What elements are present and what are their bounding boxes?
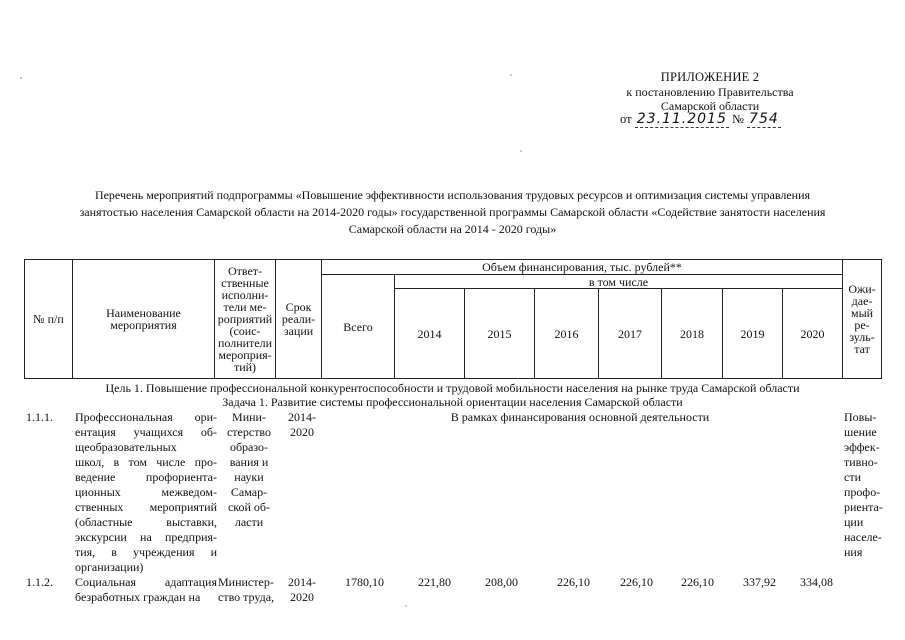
row-year-value: 337,92 <box>743 575 776 589</box>
header-year: 2020 <box>783 289 843 379</box>
row-year-value: 226,10 <box>620 575 653 589</box>
header-result-line: тат <box>854 342 870 356</box>
row-name <box>75 575 217 605</box>
row-resp-line: Мини- <box>232 410 266 424</box>
row-result-line: населе- <box>844 530 882 544</box>
row-result-line: профо- <box>844 485 881 499</box>
appendix-block <box>600 70 820 114</box>
row-term-line: 2014- <box>288 410 316 424</box>
row-name-line: организации) <box>75 560 144 574</box>
header-result-line: мый <box>850 306 874 320</box>
header-year: 2019 <box>723 289 783 379</box>
row-result-line: шение <box>844 425 877 439</box>
row-name-line: экскурсии на предприя- <box>75 530 217 544</box>
row-resp-line: образо- <box>229 440 269 454</box>
row-name <box>75 410 217 575</box>
row-year-value: 334,08 <box>800 575 833 589</box>
row-term-line: 2020 <box>290 425 314 439</box>
row-resp-line: Министер- <box>218 575 274 589</box>
row-term-line: 2014- <box>288 575 316 589</box>
scan-speck <box>520 150 522 152</box>
row-resp-line: ласти <box>234 515 264 529</box>
header-resp-line: исполни- <box>221 288 269 302</box>
row-name-line: ведение профориента- <box>75 470 217 484</box>
appendix-line-2: Самарской области <box>660 99 760 113</box>
header-year: 2014 <box>395 289 465 379</box>
row-result-line: ния <box>844 545 863 559</box>
header-term-line: Срок <box>285 300 312 314</box>
header-name-line-1: Наименование <box>106 306 181 320</box>
header-result-line: зуль- <box>849 330 875 344</box>
header-resp-line: Ответ- <box>227 264 263 278</box>
row-name-line: ственных мероприятий <box>75 500 217 514</box>
row-resp-line: стерство <box>226 425 272 439</box>
row-result-line: ции <box>844 515 864 529</box>
header-resp-line: (соис- <box>229 324 261 338</box>
header-responsible <box>215 260 276 379</box>
row-result-line: Повы- <box>844 410 877 424</box>
row-term <box>282 575 322 605</box>
number-label: № <box>731 112 744 126</box>
row-resp-line: Самар- <box>230 485 268 499</box>
row-resp-line: вания и <box>229 455 269 469</box>
row-result-line: риента- <box>844 500 883 514</box>
row-year-value: 226,10 <box>681 575 714 589</box>
row-result-line: эффек- <box>844 440 880 454</box>
header-resp-line: мероприя- <box>218 348 272 362</box>
title-line-3: Самарской области на 2014 - 2020 годы» <box>348 222 557 236</box>
header-result-line: дае- <box>851 294 873 308</box>
appendix-title: ПРИЛОЖЕНИЕ 2 <box>660 70 760 84</box>
row-resp-line: ской об- <box>227 500 271 514</box>
row-responsible <box>219 410 279 530</box>
header-resp-line: тели ме- <box>223 300 267 314</box>
header-including: в том числе <box>395 275 843 289</box>
row-number: 1.1.2. <box>26 575 53 589</box>
row-year-value: 226,10 <box>557 575 590 589</box>
row-term <box>282 410 322 440</box>
header-num: № п/п <box>25 260 73 379</box>
goal-line: Цель 1. Повышение профессиональной конкурентоспособности и трудовой мобильности населения на рынке труда Самарской области <box>105 381 800 395</box>
title-line-1: Перечень мероприятий подпрограммы «Повышение эффективности использования трудовых ресурсов и оптимизация системы управления <box>94 188 811 202</box>
scan-speck <box>20 77 22 79</box>
row-name-line: ционных межведом- <box>75 485 217 499</box>
appendix-signature <box>620 111 820 127</box>
header-resp-line: полнители <box>217 336 273 350</box>
header-resp-line: тий) <box>233 360 257 374</box>
task-line: Задача 1. Развитие системы профессиональной ориентации населения Самарской области <box>222 395 683 409</box>
row-resp-line: ство труда, <box>218 590 275 604</box>
header-term-line: зации <box>283 324 314 338</box>
header-term <box>276 260 322 379</box>
row-result-line: тивно- <box>844 455 878 469</box>
row-term-line: 2020 <box>290 590 314 604</box>
header-name-line-2: мероприятия <box>110 318 177 332</box>
row-name-line: безработных граждан на <box>75 590 201 604</box>
row-name-line: щеобразовательных <box>75 440 177 454</box>
header-result-line: ре- <box>854 318 870 332</box>
document-title <box>30 187 875 238</box>
row-name-line: Профессиональная ори- <box>75 410 217 424</box>
header-resp-line: роприятий <box>217 312 273 326</box>
row-result-line: сти <box>844 470 861 484</box>
header-name <box>73 260 215 379</box>
row-name-line: (областные выставки, <box>75 515 217 529</box>
scan-speck <box>405 605 407 607</box>
row-funding-note: В рамках финансирования основной деятельности <box>450 410 710 424</box>
header-year: 2016 <box>535 289 599 379</box>
number-value: 754 <box>749 111 779 127</box>
header-year: 2017 <box>599 289 662 379</box>
header-term-line: реали- <box>281 312 316 326</box>
header-resp-line: ственные <box>221 276 269 290</box>
header-year: 2015 <box>465 289 535 379</box>
row-responsible <box>218 575 282 605</box>
row-total-value: 1780,10 <box>345 575 384 589</box>
row-number: 1.1.1. <box>26 410 53 424</box>
header-result <box>843 260 882 379</box>
row-name-line: ентация учащихся об- <box>75 425 217 439</box>
header-total: Всего <box>322 275 395 379</box>
row-name-line: школ, в том числе про- <box>75 455 217 469</box>
from-label: от <box>620 112 632 126</box>
row-year-value: 208,00 <box>485 575 518 589</box>
funding-table-header <box>24 259 882 379</box>
row-name-line: Социальная адаптация <box>75 575 217 589</box>
row-name-line: тия, в учреждения и <box>75 545 217 559</box>
row-result <box>844 410 890 560</box>
date-value: 23.11.2015 <box>636 111 727 127</box>
header-year: 2018 <box>662 289 723 379</box>
header-funding: Объем финансирования, тыс. рублей** <box>322 260 843 275</box>
scan-speck <box>510 74 512 76</box>
row-resp-line: науки <box>234 470 264 484</box>
title-line-2: занятостью населения Самарской области на 2014-2020 годы» государственной программы Самарской области «Содействие занятости населения <box>79 205 826 219</box>
appendix-line-1: к постановлению Правительства <box>626 84 794 99</box>
header-result-line: Ожи- <box>848 282 876 296</box>
row-year-value: 221,80 <box>418 575 451 589</box>
